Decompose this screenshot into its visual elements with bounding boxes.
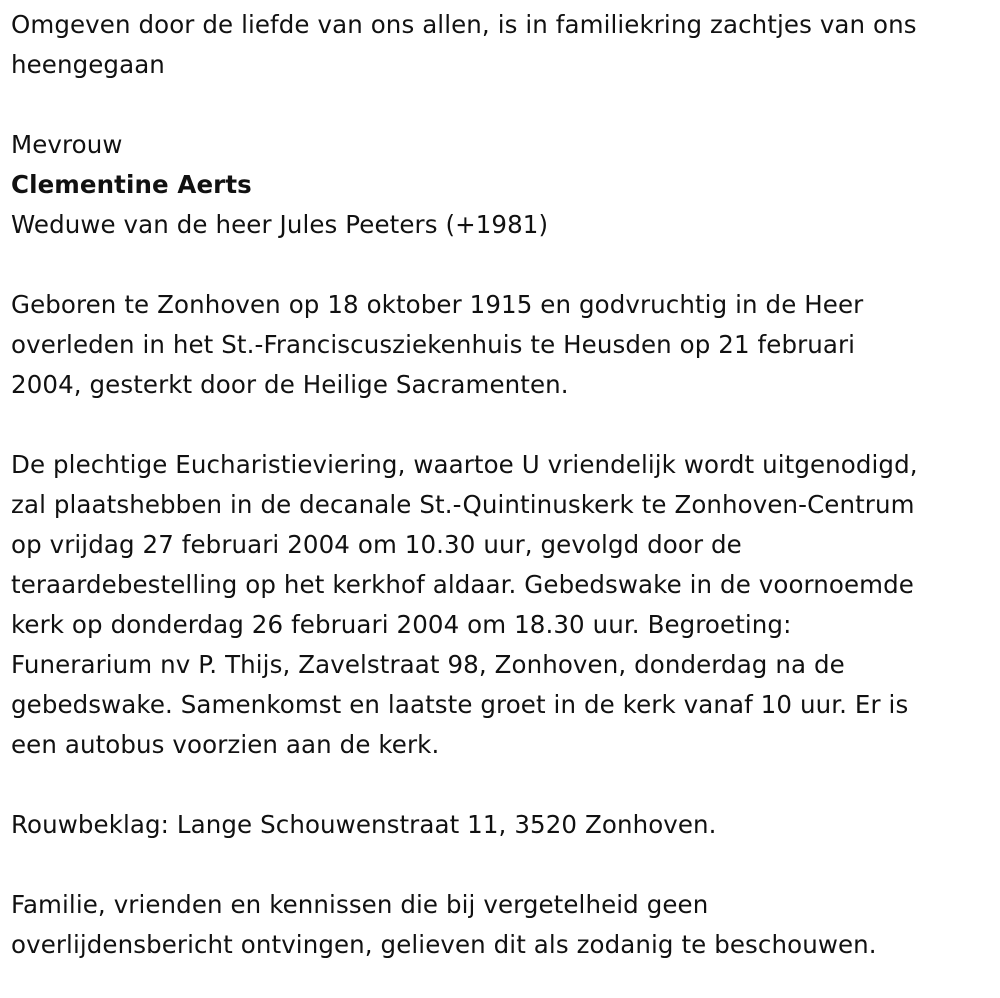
ceremony-line: gebedswake. Samenkomst en laatste groet in de kerk vanaf 10 uur. Er is xyxy=(11,690,909,719)
relation-line: Weduwe van de heer Jules Peeters (+1981) xyxy=(11,210,549,239)
ceremony-line: teraardebestelling op het kerkhof aldaar. Gebedswake in de voornoemde xyxy=(11,570,914,599)
closing-line: Familie, vrienden en kennissen die bij vergetelheid geen xyxy=(11,890,709,919)
birth-death-line: Geboren te Zonhoven op 18 oktober 1915 en godvruchtig in de Heer xyxy=(11,290,864,319)
ceremony-line: een autobus voorzien aan de kerk. xyxy=(11,730,440,759)
ceremony-line: zal plaatshebben in de decanale St.-Quintinuskerk te Zonhoven-Centrum xyxy=(11,490,915,519)
condolence-address: Rouwbeklag: Lange Schouwenstraat 11, 3520 Zonhoven. xyxy=(11,810,717,839)
intro-paragraph xyxy=(11,5,996,85)
ceremony-paragraph xyxy=(11,445,996,765)
salutation: Mevrouw xyxy=(11,130,123,159)
ceremony-line: Funerarium nv P. Thijs, Zavelstraat 98, Zonhoven, donderdag na de xyxy=(11,650,845,679)
person-block xyxy=(11,125,996,245)
condolence-paragraph xyxy=(11,805,996,845)
closing-line: overlijdensbericht ontvingen, gelieven dit als zodanig te beschouwen. xyxy=(11,930,877,959)
birth-death-line: overleden in het St.-Franciscusziekenhuis te Heusden op 21 februari xyxy=(11,330,856,359)
obituary-notice xyxy=(11,5,996,965)
intro-line: Omgeven door de liefde van ons allen, is in familiekring zachtjes van ons xyxy=(11,10,917,39)
ceremony-line: kerk op donderdag 26 februari 2004 om 18.30 uur. Begroeting: xyxy=(11,610,792,639)
birth-death-paragraph xyxy=(11,285,996,405)
ceremony-line: De plechtige Eucharistieviering, waartoe U vriendelijk wordt uitgenodigd, xyxy=(11,450,918,479)
deceased-name: Clementine Aerts xyxy=(11,170,252,199)
ceremony-line: op vrijdag 27 februari 2004 om 10.30 uur, gevolgd door de xyxy=(11,530,742,559)
birth-death-line: 2004, gesterkt door de Heilige Sacramenten. xyxy=(11,370,569,399)
closing-paragraph xyxy=(11,885,996,965)
intro-line: heengegaan xyxy=(11,50,165,79)
